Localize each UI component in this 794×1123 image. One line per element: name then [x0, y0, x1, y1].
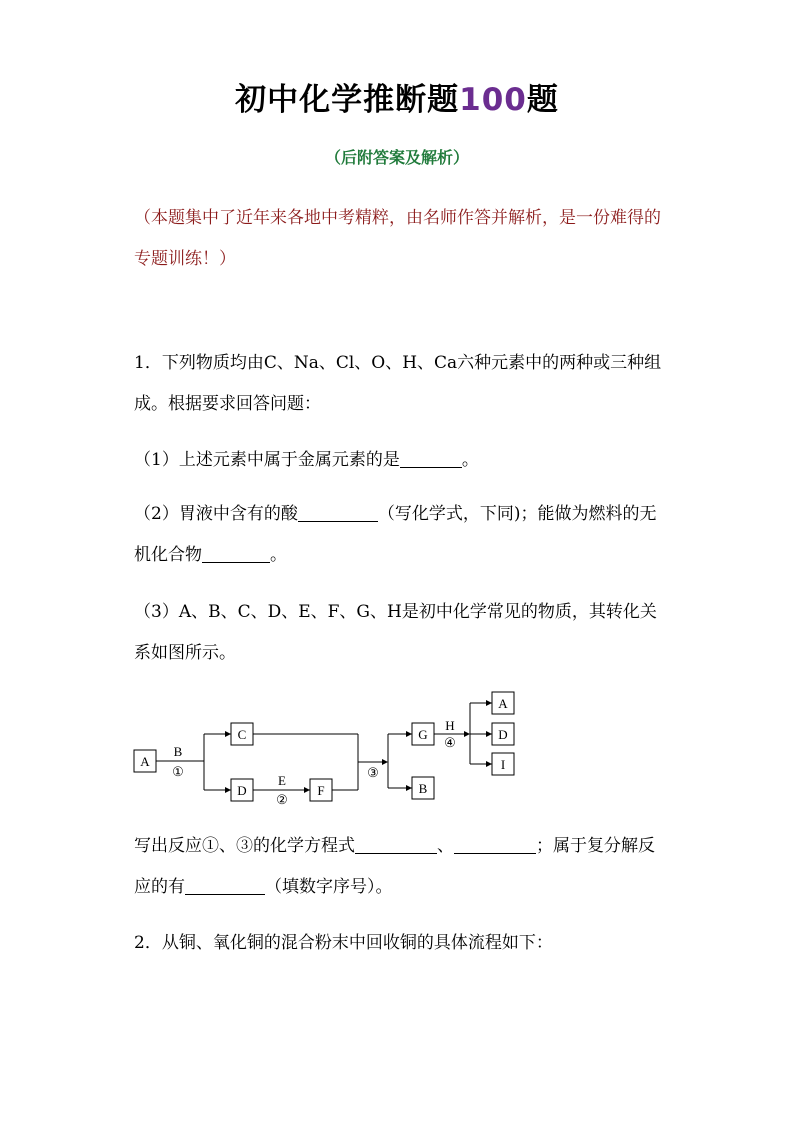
q1-after-end: （填数字序号）。 [265, 877, 393, 897]
reaction-4-label: ④ [444, 735, 456, 750]
q1-after-text2: ；属于复分解反应的有 [134, 836, 655, 897]
q1-part1-end: 。 [461, 450, 479, 470]
reagent-h-label: H [445, 718, 455, 733]
box-a-label: A [140, 754, 150, 769]
box-g-label: G [418, 727, 428, 742]
q1-part1 [134, 440, 664, 481]
title-main: 初中化学推断题 [235, 82, 460, 118]
q1-part1-text: （1）上述元素中属于金属元素的是 [134, 450, 400, 470]
q1-part2 [134, 494, 664, 576]
flow-diagram [130, 688, 520, 808]
box-d-label: D [237, 783, 247, 798]
reaction-2-label: ② [276, 792, 288, 807]
answer-blank[interactable] [185, 877, 265, 895]
box-b-label: B [418, 781, 428, 796]
q1-part2-text2: （写化学式，下同)；能做为燃料的无机化合物 [134, 504, 657, 565]
intro-note: （本题集中了近年来各地中考精粹，由名师作答并解析，是一份难得的专题训练！） [134, 208, 661, 269]
reaction-1-label: ① [172, 764, 184, 779]
box-i-label: I [500, 757, 506, 772]
box-a2-label: A [498, 696, 508, 711]
q1-stem: 1．下列物质均由C、Na、Cl、O、H、Ca六种元素中的两种或三种组成。根据要求回答问题： [134, 353, 662, 414]
q1-after-diagram [134, 826, 664, 908]
box-c-label: C [237, 727, 247, 742]
answer-blank[interactable] [202, 545, 270, 563]
box-d2-label: D [498, 727, 508, 742]
answer-blank[interactable] [355, 836, 437, 854]
reagent-b-label: B [173, 744, 183, 759]
reaction-3-label: ③ [367, 765, 379, 780]
answer-blank[interactable] [400, 450, 462, 468]
page-title [0, 74, 794, 119]
answer-blank[interactable] [298, 504, 378, 522]
q1-part2-text: （2）胃液中含有的酸 [134, 504, 298, 524]
q1-after-text: 写出反应①、③的化学方程式 [134, 836, 355, 856]
reagent-e-label: E [278, 773, 286, 788]
q1-after-sep: 、 [437, 836, 454, 856]
q1-part3: （3）A、B、C、D、E、F、G、H是初中化学常见的物质，其转化关系如图所示。 [134, 602, 657, 663]
title-suffix: 题 [526, 82, 559, 118]
subtitle: （后附答案及解析） [324, 148, 469, 167]
box-f-label: F [317, 783, 325, 798]
q2-stem: 2．从铜、氧化铜的混合粉末中回收铜的具体流程如下： [134, 933, 553, 953]
answer-blank[interactable] [454, 836, 536, 854]
title-number: 100 [459, 82, 527, 118]
q1-part2-end: 。 [270, 545, 287, 565]
